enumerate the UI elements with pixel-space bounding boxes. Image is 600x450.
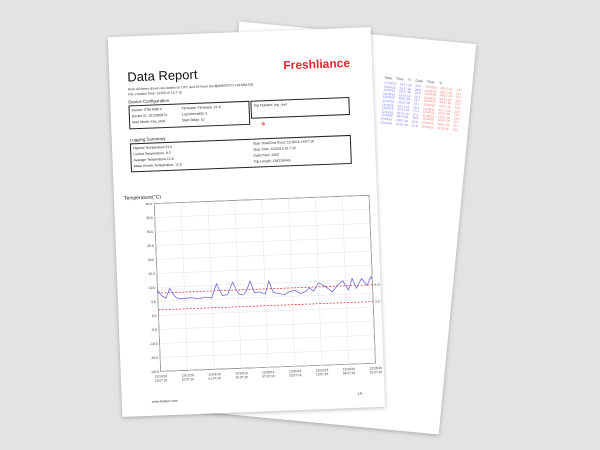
table-cell: 10:57:16 — [437, 121, 450, 127]
table-cell: 13.3 — [453, 116, 460, 121]
report-page — [108, 27, 385, 417]
mkt: Mean Kinetic Temperature: 12.9 — [133, 162, 182, 169]
table-cell: 17.9 — [412, 108, 419, 114]
table-cell: 15.9 — [411, 123, 418, 128]
table-cell: 09:47:16 — [439, 96, 452, 102]
start-time: Start Time/First Point: 12/10/16 19:07:16 — [252, 139, 314, 146]
x-tick-label: 13:07:16 — [315, 371, 329, 377]
table-cell: 12/18/16 — [421, 120, 434, 126]
table-cell: 13.1 — [452, 123, 459, 128]
table-cell: 10:07:16 — [438, 104, 451, 110]
table-cell: 09:57:16 — [439, 100, 452, 106]
threshold-label: 8.0°C — [374, 282, 383, 287]
table-cell: 12/18/16 — [423, 98, 436, 105]
stop-time: Stop Time: 12/26/16 15:7:16 — [253, 146, 296, 152]
table-cell: 10:37:16 — [437, 114, 450, 120]
y-tick-label: -20.0 — [150, 369, 159, 375]
table-cell: 20:57:16 — [396, 117, 409, 124]
table-cell: 19:47:16 — [398, 92, 411, 99]
x-tick-label: 12/16/16 — [235, 371, 248, 376]
y-tick-label: 0.0 — [151, 313, 157, 319]
y-tick-label: 15.0 — [148, 271, 155, 277]
report-title: Data Report — [127, 66, 198, 85]
trip-number-box — [250, 97, 350, 119]
x-tick-label: 12/10/16 — [154, 374, 168, 379]
y-tick-label: 10.0 — [148, 285, 156, 291]
table-cell: 18.4 — [413, 105, 420, 110]
table-cell: 12/18/16 — [423, 95, 436, 101]
alarm-icon: ⊗ — [261, 121, 266, 128]
table-cell: 19.7 — [413, 97, 420, 103]
y-tick-label: -5.0 — [151, 327, 158, 333]
table-cell: 12/10/16 — [381, 102, 394, 108]
x-tick-label: 12/18/16 — [262, 370, 275, 375]
table-cell: 16.8 — [412, 115, 419, 121]
table-header-cell: Time — [426, 79, 435, 85]
table-cell: 12/10/16 — [383, 80, 396, 86]
table-cell: 20.8 — [414, 87, 422, 92]
y-axis-label: Temperature(°C) — [123, 194, 162, 202]
x-tick-label: 19:07:16 — [154, 378, 168, 383]
table-cell: 12/18/16 — [424, 84, 437, 90]
table-cell: 12/10/16 — [380, 116, 393, 122]
table-cell: 12/10/16 — [382, 94, 395, 101]
device-id: Device ID: 1612000274 — [131, 112, 168, 119]
table-cell: 21.0 — [415, 83, 422, 89]
table-cell: 12/18/16 — [421, 123, 434, 130]
table-cell: 21:07:16 — [395, 121, 408, 127]
x-tick-label: 12/24/16 — [342, 366, 356, 372]
data-point: Data Point: 4303 — [253, 152, 279, 158]
y-tick-label: 25.0 — [147, 243, 154, 249]
table-cell: 19:17:16 — [399, 82, 412, 88]
x-tick-label: 16:07:16 — [235, 375, 248, 380]
y-tick-label: 5.0 — [151, 299, 157, 305]
table-cell: 20:37:16 — [396, 110, 409, 116]
table-cell: 12/18/16 — [422, 113, 435, 119]
table-cell: 13.6 — [454, 105, 461, 111]
table-cell: 12/10/16 — [380, 120, 393, 126]
table-header-cell: Date — [415, 78, 424, 84]
firmware: Firmware: Firmware_V1.0 — [181, 104, 221, 111]
table-cell: 09:27:16 — [440, 89, 453, 95]
table-cell: 12/10/16 — [382, 98, 395, 104]
table-cell: 13.8 — [455, 98, 462, 103]
table-cell: 19:57:16 — [398, 96, 411, 102]
table-cell: 20:07:16 — [397, 100, 410, 106]
table-cell: 16.3 — [411, 119, 418, 124]
table-cell: 12/10/16 — [380, 112, 393, 118]
table-cell: 12/18/16 — [423, 102, 436, 108]
table-cell: 09:17:16 — [440, 86, 453, 92]
device-type: Device: STM MINI II — [131, 107, 163, 113]
table-cell: 12/18/16 — [424, 91, 437, 97]
table-cell: 20:17:16 — [397, 103, 410, 109]
y-tick-label: 30.0 — [146, 229, 154, 235]
table-cell: 20:27:16 — [397, 107, 410, 113]
table-cell: 12/10/16 — [382, 91, 395, 97]
y-tick-label: 35.0 — [146, 215, 153, 221]
device-config-heading: Device Configuration — [128, 97, 170, 105]
table-cell: 12/18/16 — [422, 106, 435, 112]
table-cell: 20.6 — [414, 90, 421, 96]
x-tick-label: 01:07:16 — [208, 376, 222, 381]
lowest-temp: Lowest Temperature: 8.3 — [133, 150, 171, 157]
table-cell: 14.2 — [456, 87, 463, 93]
table-cell: 20.1 — [414, 94, 421, 99]
table-cell: 10:27:16 — [438, 111, 451, 117]
device-config-box — [128, 101, 250, 130]
table-cell: 20:47:16 — [396, 114, 409, 120]
x-tick-label: 12/14/16 — [208, 372, 221, 377]
trip-length: Trip Length: 13d21h04m — [253, 158, 291, 164]
table-header-cell: Date — [384, 75, 393, 81]
x-tick-label: 04:07:16 — [342, 370, 356, 376]
y-tick-label: -10.0 — [149, 341, 158, 347]
table-cell: 19:27:16 — [399, 85, 412, 91]
table-cell: 10:47:16 — [437, 118, 450, 124]
table-cell: 12/18/16 — [424, 88, 437, 94]
table-cell: 13.2 — [453, 119, 460, 125]
trip-number: Trip Number: trip_num — [253, 102, 288, 108]
table-cell: 17.2 — [412, 112, 419, 117]
x-tick-label: 07:07:16 — [262, 374, 275, 379]
table-cell: 12/10/16 — [381, 109, 394, 115]
highest-temp: Highest Temperature:21.0 — [133, 144, 173, 151]
table-header-cell: °C — [438, 80, 443, 86]
y-tick-label: 40.0 — [145, 201, 153, 207]
logging-summary-heading: Logging Summary — [129, 136, 166, 143]
table-cell: 13.5 — [454, 109, 461, 114]
table-cell: 12/18/16 — [422, 109, 435, 115]
table-cell: 12/10/16 — [383, 87, 396, 93]
temperature-chart — [114, 177, 386, 417]
table-cell: 12/10/16 — [383, 84, 396, 90]
table-cell: 13.4 — [453, 112, 460, 118]
table-cell: 11:07:16 — [436, 125, 449, 131]
x-tick-label: 12/12/16 — [181, 373, 195, 378]
file-created-time: File Created Time: 12/26/16 15:7:16 — [127, 90, 183, 97]
x-tick-label: 12/22/16 — [315, 367, 329, 373]
table-cell: 13.0 — [452, 126, 459, 132]
log-interval: Log Interval(s): 5 — [181, 111, 208, 117]
threshold-label: 2.0 °C — [375, 299, 385, 304]
table-cell: 19.1 — [413, 101, 420, 107]
table-cell: 13.9 — [455, 94, 462, 100]
y-tick-label: 20.0 — [147, 257, 155, 263]
table-cell: 10:17:16 — [438, 107, 451, 113]
x-tick-label: 15:07:16 — [369, 369, 383, 375]
table-header-cell: Time — [395, 76, 404, 82]
average-temp: Average Temperature:12.8 — [133, 156, 174, 163]
start-delay: Start Delay: 10 — [181, 117, 205, 123]
time-note: Note:All times shown are based on UTC and 24-Hour clock[MM/DD/YY HH:MM:SS] — [127, 82, 254, 92]
table-cell: 12/18/16 — [421, 116, 434, 122]
table-cell: 12/10/16 — [381, 105, 394, 111]
x-tick-label: 12/20/16 — [288, 369, 302, 374]
x-tick-label: 10:07:16 — [181, 377, 195, 382]
y-tick-label: -15.0 — [150, 355, 159, 361]
table-header-cell: °C — [407, 77, 412, 83]
website: www.besterr.com — [151, 398, 178, 404]
x-tick-label: 22:07:16 — [289, 373, 302, 378]
brand-logo: Freshliance — [283, 55, 351, 73]
page-number: 1/6 — [357, 391, 363, 396]
x-tick-label: 12/26/16 — [369, 365, 382, 371]
table-cell: 09:37:16 — [439, 93, 452, 99]
table-cell: 14.0 — [455, 91, 463, 96]
start-mode: Start Mode: Key_start — [132, 119, 165, 125]
table-cell: 13.7 — [454, 101, 462, 107]
table-cell: 19:37:16 — [398, 89, 411, 95]
